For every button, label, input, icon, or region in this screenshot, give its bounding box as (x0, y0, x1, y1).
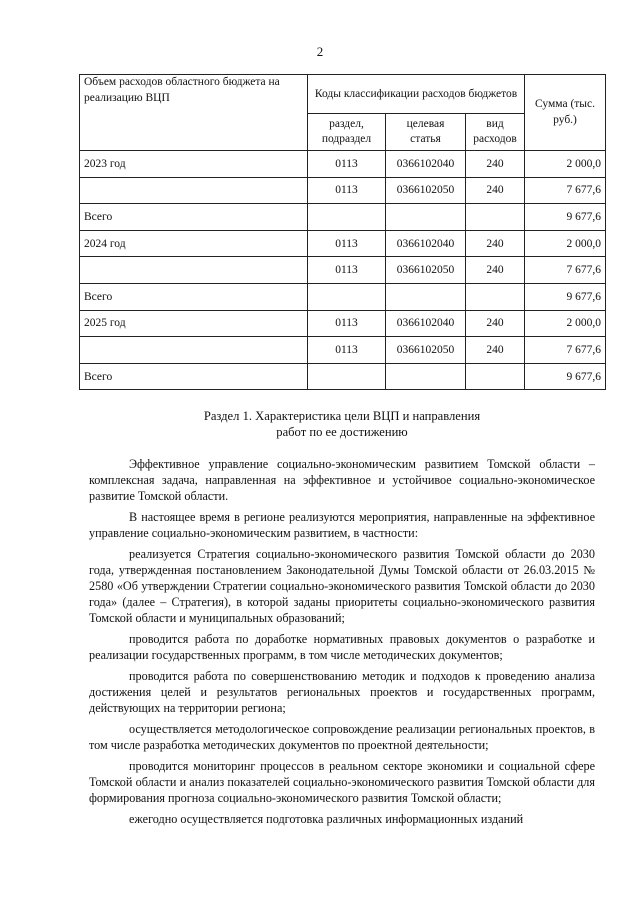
header-target-article: целевая статья (386, 114, 466, 151)
page-number: 2 (316, 44, 324, 59)
row-article: 0366102040 (386, 230, 466, 257)
section-title-line-1: Раздел 1. Характеристика цели ВЦП и направления (203, 409, 481, 423)
row-sum: 9 677,6 (525, 363, 606, 390)
budget-table (79, 74, 606, 390)
row-article (386, 363, 466, 390)
row-section: 0113 (308, 337, 386, 364)
row-sum: 7 677,6 (525, 177, 606, 204)
row-expense-type: 240 (466, 337, 525, 364)
paragraph: проводится работа по доработке нормативных правовых документов о разработке и реализации государственных программ, в том числе методических документов; (89, 632, 595, 662)
paragraph: В настоящее время в регионе реализуются мероприятия, направленные на эффективное управление социально-экономическим развитием, в частности: (89, 510, 595, 540)
row-section: 0113 (308, 257, 386, 284)
row-sum: 2 000,0 (525, 230, 606, 257)
row-expense-type: 240 (466, 177, 525, 204)
row-expense-type (466, 283, 525, 310)
row-section (308, 363, 386, 390)
row-expense-type: 240 (466, 310, 525, 337)
table-row (80, 257, 606, 284)
table-row (80, 151, 606, 178)
header-budget-volume: Объем расходов областного бюджета на реализацию ВЦП (80, 75, 308, 151)
paragraph: реализуется Стратегия социально-экономического развития Томской области до 2030 года, утвержденная постановлением Законодательной Думы Томской области от 26.03.2015 № 2580 «Об утверждении Стратегии социально-экономического развития Томской области до 2030 года» (далее – Стратегия), в которой заданы приоритеты социально-экономического развития Томской области и муниципальных образований; (89, 547, 595, 625)
row-expense-type: 240 (466, 257, 525, 284)
row-expense-type: 240 (466, 151, 525, 178)
paragraph: ежегодно осуществляется подготовка различных информационных изданий (129, 812, 524, 826)
table-row (80, 177, 606, 204)
row-expense-type: 240 (466, 230, 525, 257)
header-expense-type: вид расходов (466, 114, 525, 151)
table-row (80, 363, 606, 390)
row-label: Всего (80, 363, 308, 390)
row-article: 0366102050 (386, 337, 466, 364)
row-sum: 7 677,6 (525, 257, 606, 284)
table-row (80, 230, 606, 257)
row-sum: 9 677,6 (525, 283, 606, 310)
section-title-line-2: работ по ее достижению (276, 425, 408, 439)
header-section: раздел, подраздел (308, 114, 386, 151)
row-label: 2024 год (80, 230, 308, 257)
header-sum: Сумма (тыс. руб.) (525, 75, 606, 151)
row-section: 0113 (308, 230, 386, 257)
paragraph: проводится работа по совершенствованию методик и подходов к проведению анализа достижения целей и результатов региональных проектов и государственных программ, действующих на территории региона; (89, 669, 595, 715)
table-row (80, 283, 606, 310)
row-label (80, 337, 308, 364)
row-label: Всего (80, 283, 308, 310)
row-section (308, 204, 386, 231)
row-section: 0113 (308, 151, 386, 178)
table-row (80, 204, 606, 231)
row-article: 0366102040 (386, 310, 466, 337)
row-label (80, 257, 308, 284)
paragraph: проводится мониторинг процессов в реальном секторе экономики и социальной сфере Томской области и анализ показателей социально-экономического развития Томской области для формирования прогноза социально-экономического развития Томской области; (89, 759, 595, 805)
paragraph: Эффективное управление социально-экономическим развитием Томской области – комплексная задача, направленная на эффективное и устойчивое социально-экономическое развитие Томской области. (89, 457, 595, 503)
body-text (89, 456, 595, 832)
row-expense-type (466, 363, 525, 390)
row-article (386, 283, 466, 310)
row-section (308, 283, 386, 310)
row-expense-type (466, 204, 525, 231)
row-section: 0113 (308, 177, 386, 204)
header-classification-codes: Коды классификации расходов бюджетов (308, 75, 525, 114)
table-row (80, 310, 606, 337)
row-article: 0366102050 (386, 177, 466, 204)
row-sum: 2 000,0 (525, 310, 606, 337)
paragraph: осуществляется методологическое сопровождение реализации региональных проектов, в том числе разработка методических документов по проектной деятельности; (89, 722, 595, 752)
row-label: 2025 год (80, 310, 308, 337)
table-row (80, 337, 606, 364)
row-sum: 9 677,6 (525, 204, 606, 231)
row-label: 2023 год (80, 151, 308, 178)
row-label: Всего (80, 204, 308, 231)
row-section: 0113 (308, 310, 386, 337)
row-label (80, 177, 308, 204)
row-sum: 7 677,6 (525, 337, 606, 364)
row-article (386, 204, 466, 231)
section-title (79, 408, 605, 440)
row-article: 0366102040 (386, 151, 466, 178)
row-article: 0366102050 (386, 257, 466, 284)
row-sum: 2 000,0 (525, 151, 606, 178)
